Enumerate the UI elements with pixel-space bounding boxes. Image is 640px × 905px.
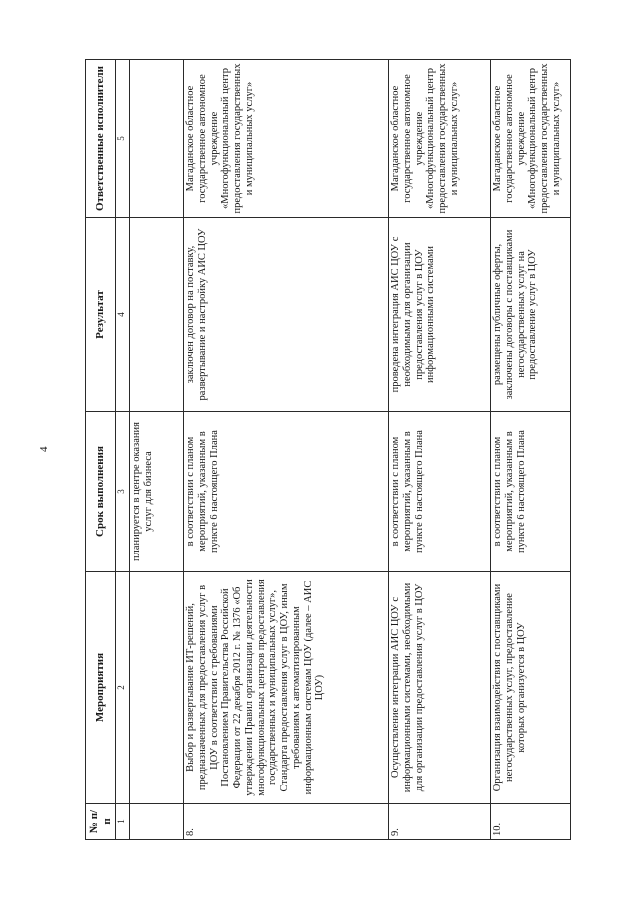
empty-cell bbox=[130, 60, 184, 218]
header-actions: Мероприятия bbox=[86, 572, 116, 804]
row-number: 8. bbox=[184, 804, 389, 840]
page-number: 4 bbox=[38, 446, 50, 452]
action-cell: Выбор и развертывание ИТ-решений, предназначенных для предоставления услуг в ЦОУ в соответствии с требованиями Постановлением Правительства Российской Федерации от 22 декабря 2012 г. № 1376 «Об утверждении Правил организации деятельности многофункциональных центров предоставления государственных и муниципальных услуг», Стандарта предоставления услуг в ЦОУ, иным требованиям к автоматизированным информационным системам ЦОУ (далее – АИС ЦОУ) bbox=[184, 572, 389, 804]
result-cell: заключен договор на поставку, развертывание и настройку АИС ЦОУ bbox=[184, 218, 389, 412]
term-cell: в соответствии с планом мероприятий, указанным в пункте 6 настоящего Плана bbox=[389, 412, 491, 572]
column-number: 1 bbox=[116, 804, 130, 840]
empty-cell bbox=[130, 804, 184, 840]
action-cell: Осуществление интеграции АИС ЦОУ с информационными системами, необходимыми для организации предоставления услуг в ЦОУ bbox=[389, 572, 491, 804]
table-row bbox=[491, 60, 571, 840]
empty-cell bbox=[130, 218, 184, 412]
header-number: № п/п bbox=[86, 804, 116, 840]
result-cell: размещены публичные оферты, заключены договоры с поставщиками негосударственных услуг на предоставление услуг в ЦОУ bbox=[491, 218, 571, 412]
row-number: 9. bbox=[389, 804, 491, 840]
result-cell: проведена интеграция АИС ЦОУ с необходимыми для организации предоставления услуг в ЦОУ информационными системами bbox=[389, 218, 491, 412]
table-header-row bbox=[86, 60, 116, 840]
column-number: 2 bbox=[116, 572, 130, 804]
table-row bbox=[184, 60, 389, 840]
term-cell: в соответствии с планом мероприятий, указанным в пункте 6 настоящего Плана bbox=[184, 412, 389, 572]
table-row bbox=[389, 60, 491, 840]
executor-cell: Магаданское областное государственное автономное учреждение «Многофункциональный центр предоставления государственных и муниципальных услуг» bbox=[491, 60, 571, 218]
column-number: 5 bbox=[116, 60, 130, 218]
action-plan-table bbox=[85, 59, 571, 840]
column-number: 4 bbox=[116, 218, 130, 412]
executor-cell: Магаданское областное государственное автономное учреждение «Многофункциональный центр предоставления государственных и муниципальных услуг» bbox=[389, 60, 491, 218]
header-term: Срок выполнения bbox=[86, 412, 116, 572]
rotated-page-content bbox=[85, 60, 570, 840]
term-cell: планируется в центре оказания услуг для бизнеса bbox=[130, 412, 184, 572]
table-row-continuation bbox=[130, 60, 184, 840]
row-number: 10. bbox=[491, 804, 571, 840]
header-executors: Ответственные исполнители bbox=[86, 60, 116, 218]
executor-cell: Магаданское областное государственное автономное учреждение «Многофункциональный центр предоставления государственных и муниципальных услуг» bbox=[184, 60, 389, 218]
empty-cell bbox=[130, 572, 184, 804]
action-cell: Организация взаимодействия с поставщиками негосударственных услуг, предоставление которых организуется в ЦОУ bbox=[491, 572, 571, 804]
header-result: Результат bbox=[86, 218, 116, 412]
term-cell: в соответствии с планом мероприятий, указанным в пункте 6 настоящего Плана bbox=[491, 412, 571, 572]
column-number: 3 bbox=[116, 412, 130, 572]
column-number-row bbox=[116, 60, 130, 840]
